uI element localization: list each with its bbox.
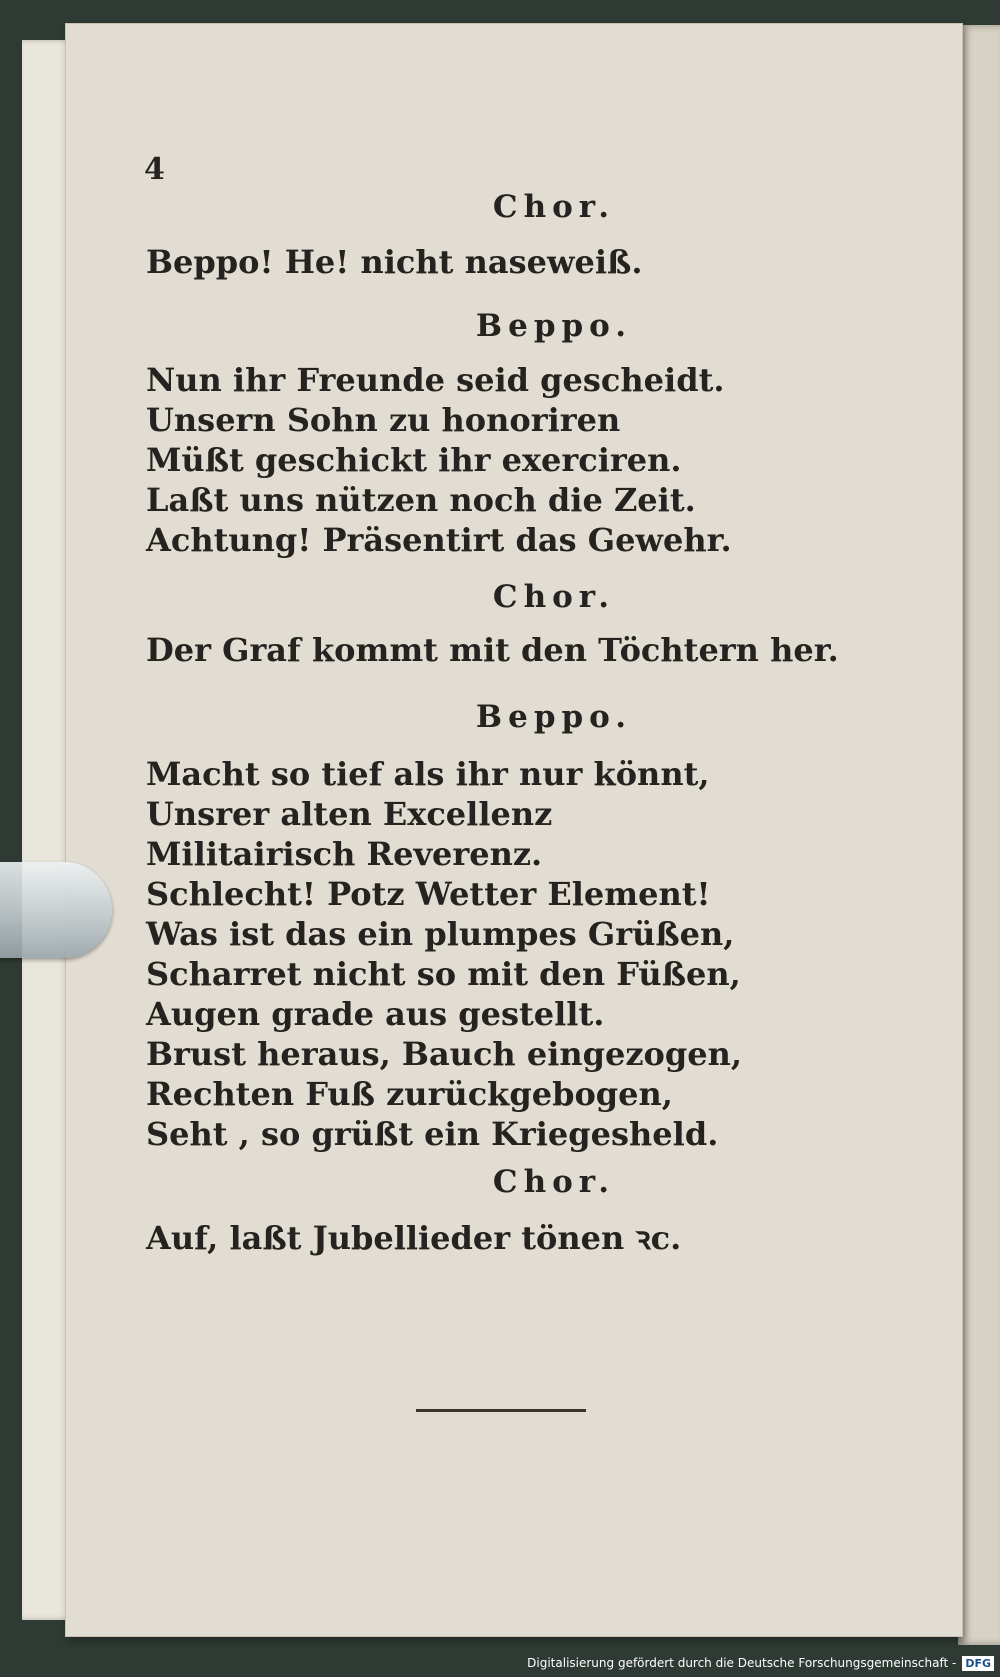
end-divider-rule [416,1409,586,1412]
verse-line: Unsern Sohn zu honoriren [146,401,621,439]
verse-line: Was ist das ein plumpes Grüßen, [146,915,735,953]
verse-line: Der Graf kommt mit den Töchtern her. [146,631,839,669]
next-page-edge [958,25,1000,1645]
verse-block-4 [146,754,962,1154]
verse-line: Macht so tief als ihr nur könnt, [146,755,710,793]
page-number: 4 [144,152,165,187]
verse-line: Militairisch Reverenz. [146,835,543,873]
section-beppo-2 [146,699,962,735]
verse-line: Müßt geschickt ihr exerciren. [146,441,682,479]
verse-block-3 [146,630,962,670]
verse-line: Rechten Fuß zurückgebogen, [146,1075,673,1113]
verse-line: Augen grade aus gestellt. [146,995,605,1033]
verse-line: Beppo! He! nicht naseweiß. [146,243,643,281]
page-clip [0,862,112,958]
section-chor-1 [146,189,962,225]
verse-block-2 [146,360,962,560]
speaker-label: Chor. [492,189,616,225]
verse-line: Auf, laßt Jubellieder tönen ꝛc. [146,1219,682,1257]
verse-line: Nun ihr Freunde seid gescheidt. [146,361,725,399]
verse-line: Scharret nicht so mit den Füßen, [146,955,741,993]
verse-block-1 [146,242,962,282]
verse-line: Seht , so grüßt ein Kriegesheld. [146,1115,719,1153]
footer-credit: Digitalisierung gefördert durch die Deutsche Forschungsgemeinschaft - [527,1656,957,1670]
verse-line: Unsrer alten Excellenz [146,795,553,833]
speaker-label: Beppo. [475,308,633,344]
verse-line: Achtung! Präsentirt das Gewehr. [146,521,732,559]
verse-line: Schlecht! Potz Wetter Element! [146,875,711,913]
verse-block-5 [146,1218,962,1258]
speaker-label: Chor. [492,579,616,615]
section-beppo-1 [146,308,962,344]
verse-line: Laßt uns nützen noch die Zeit. [146,481,696,519]
speaker-label: Beppo. [475,699,633,735]
digitization-footer [527,1653,994,1673]
section-chor-3 [146,1164,962,1200]
section-chor-2 [146,579,962,615]
speaker-label: Chor. [492,1164,616,1200]
verse-line: Brust heraus, Bauch eingezogen, [146,1035,742,1073]
dfg-logo: DFG [962,1656,994,1671]
book-page [66,24,962,1636]
